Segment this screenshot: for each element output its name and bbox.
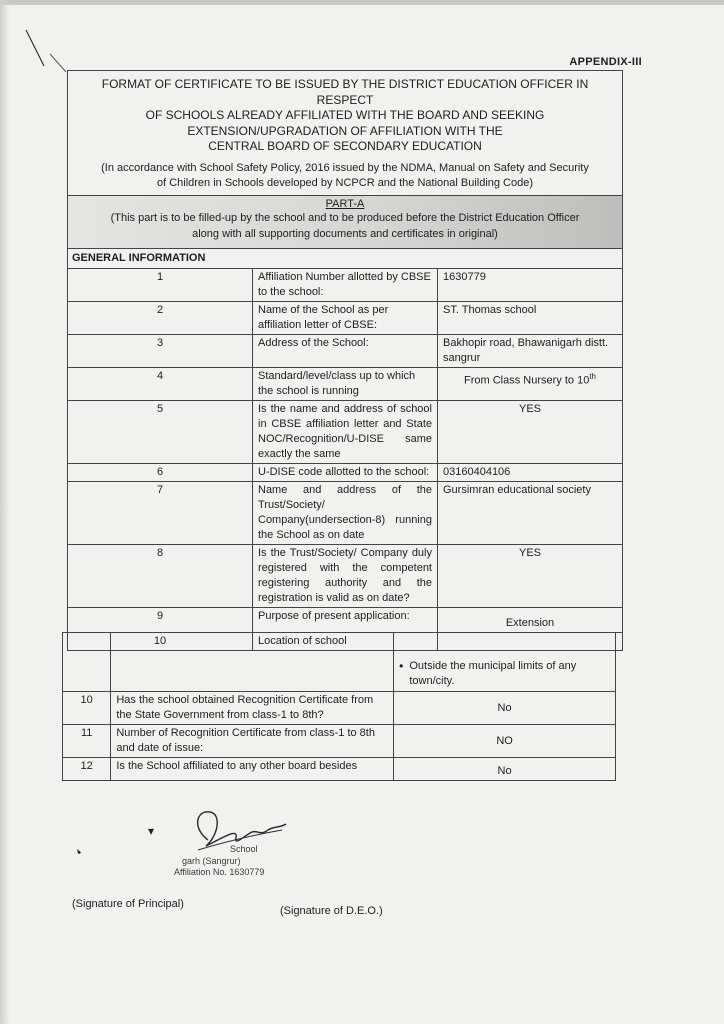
row-question: Is the School affiliated to any other board besides <box>111 758 394 781</box>
row-question: Name and address of the Trust/Society/ Company(undersection-8) running the School as on date <box>253 481 438 544</box>
table-row <box>68 367 623 400</box>
continuation-table-wrapper <box>62 632 616 781</box>
table-row <box>68 334 623 367</box>
stamp-line: Affiliation No. 1630779 <box>174 867 265 877</box>
row-answer: Bakhopir road, Bhawanigarh distt. sangrur <box>438 334 623 367</box>
stamp-line: garh (Sangrur) <box>182 856 241 866</box>
stamp-line: School <box>230 844 258 854</box>
school-stamp <box>160 806 300 884</box>
row-question: Number of Recognition Certificate from class-1 to 8th and date of issue: <box>111 725 394 758</box>
row-number: 10 <box>68 632 253 650</box>
principal-signature-label: (Signature of Principal) <box>72 898 184 910</box>
table-row <box>68 463 623 481</box>
part-a-note <box>76 210 614 242</box>
certificate-form <box>67 70 623 651</box>
row-question: Has the school obtained Recognition Certificate from the State Government from class-1 to 8th? <box>111 692 394 725</box>
row-number: 5 <box>68 400 253 463</box>
table-row <box>68 544 623 607</box>
row-number: 3 <box>68 334 253 367</box>
form-header <box>67 70 623 195</box>
row-number: 1 <box>68 268 253 301</box>
row-number: 6 <box>68 463 253 481</box>
general-information-table <box>67 248 623 651</box>
row-number: 7 <box>68 481 253 544</box>
row-answer: YES <box>438 544 623 607</box>
answer-text: From Class Nursery to 10 <box>464 374 590 387</box>
table-row <box>68 301 623 334</box>
scan-left-shadow <box>0 0 10 1024</box>
continuation-table <box>62 632 616 781</box>
row-number: 12 <box>63 758 111 781</box>
location-option <box>399 659 610 689</box>
row-question: Affiliation Number allotted by CBSE to the school: <box>253 268 438 301</box>
form-title <box>76 77 614 155</box>
row-number: 2 <box>68 301 253 334</box>
row-question: Location of school <box>253 632 438 650</box>
row-question: Name of the School as per affiliation letter of CBSE: <box>253 301 438 334</box>
subtitle-line: (In accordance with School Safety Policy, 2016 issued by the NDMA, Manual on Safety and Security <box>101 161 589 174</box>
table-row <box>63 633 616 692</box>
corner-pen-mark <box>22 26 70 76</box>
note-line: (This part is to be filled-up by the school and to be produced before the District Education Officer <box>110 211 580 224</box>
deo-signature-label: (Signature of D.E.O.) <box>280 905 383 917</box>
row-question: Is the Trust/Society/ Company duly registered with the competent registering authority and the registration is valid as on date? <box>253 544 438 607</box>
row-answer: 03160404106 <box>438 463 623 481</box>
location-option-text: Outside the municipal limits of any town/city. <box>409 660 577 687</box>
table-row <box>63 758 616 781</box>
row-question: Address of the School: <box>253 334 438 367</box>
title-line: FORMAT OF CERTIFICATE TO BE ISSUED BY THE DISTRICT EDUCATION OFFICER IN RESPECT <box>101 77 589 107</box>
pen-mark: ❛ <box>74 846 86 863</box>
row-number: 9 <box>68 607 253 632</box>
row-question: U-DISE code allotted to the school: <box>253 463 438 481</box>
pen-mark: ▾ <box>148 824 155 838</box>
title-line: CENTRAL BOARD OF SECONDARY EDUCATION <box>208 139 482 153</box>
general-information-heading-row <box>68 248 623 268</box>
subtitle-line: of Children in Schools developed by NCPCR and the National Building Code) <box>156 176 534 189</box>
note-line: along with all supporting documents and certificates in original) <box>192 227 498 240</box>
row-answer: No <box>394 758 616 781</box>
row-answer: No <box>394 692 616 725</box>
general-information-heading: GENERAL INFORMATION <box>68 248 623 268</box>
row-answer: Extension <box>438 607 623 632</box>
row-answer: Gursimran educational society <box>438 481 623 544</box>
row-answer: ST. Thomas school <box>438 301 623 334</box>
row-number <box>63 633 111 692</box>
row-number: 10 <box>63 692 111 725</box>
appendix-label: APPENDIX-III <box>569 56 642 68</box>
row-answer <box>438 367 623 400</box>
form-subtitle <box>76 161 614 191</box>
row-question: Is the name and address of school in CBSE affiliation letter and State NOC/Recognition/U-DISE same exactly the same <box>253 400 438 463</box>
table-row <box>68 481 623 544</box>
part-a-section <box>67 195 623 248</box>
table-row <box>63 692 616 725</box>
scan-top-edge <box>0 0 724 5</box>
row-answer: 1630779 <box>438 268 623 301</box>
row-number: 4 <box>68 367 253 400</box>
table-row <box>68 607 623 632</box>
row-answer: NO <box>394 725 616 758</box>
row-answer: YES <box>438 400 623 463</box>
row-number: 11 <box>63 725 111 758</box>
row-question: Purpose of present application: <box>253 607 438 632</box>
row-number: 8 <box>68 544 253 607</box>
row-question: Standard/level/class up to which the school is running <box>253 367 438 400</box>
answer-superscript: th <box>589 371 596 381</box>
bullet-icon: • <box>399 659 404 673</box>
table-row <box>68 268 623 301</box>
table-row <box>63 725 616 758</box>
title-line: EXTENSION/UPGRADATION OF AFFILIATION WITH THE <box>187 123 503 138</box>
row-answer <box>394 633 616 692</box>
title-line: OF SCHOOLS ALREADY AFFILIATED WITH THE BOARD AND SEEKING <box>145 108 545 122</box>
table-row <box>68 400 623 463</box>
part-a-label: PART-A <box>325 197 365 210</box>
row-question <box>111 633 394 692</box>
